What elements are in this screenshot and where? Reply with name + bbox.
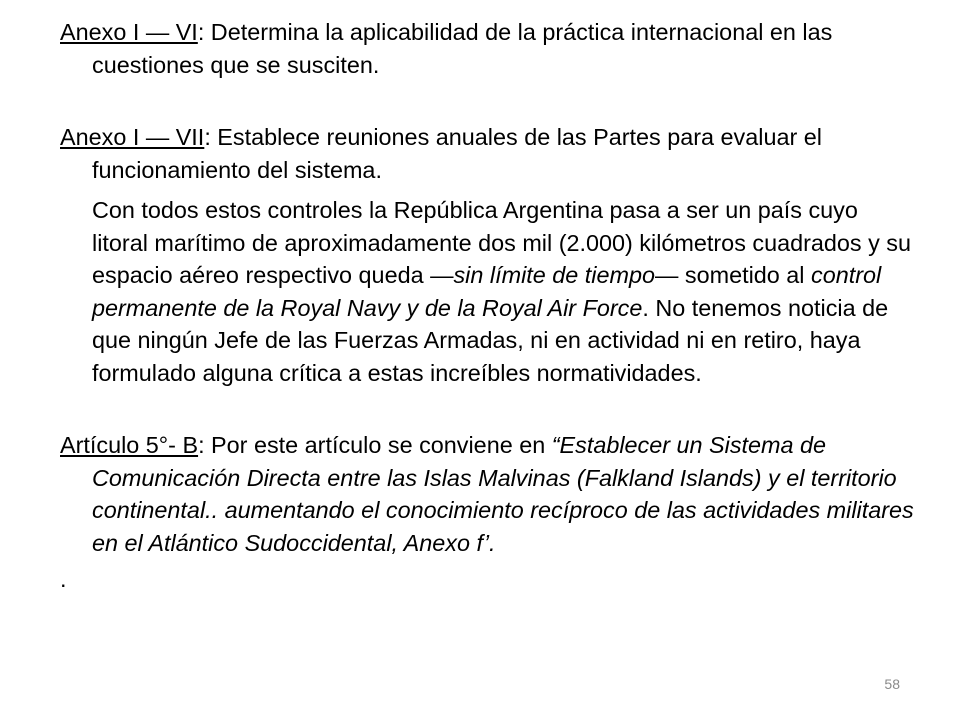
annex-vi-paragraph [60,16,920,81]
paragraph-spacer [60,186,920,194]
paragraph-spacer [60,81,920,121]
commentary-italic-2: control permanente de la Royal Navy y de la Royal Air Force [92,262,882,321]
commentary-text-1: Con todos estos controles la República Argentina pasa a ser un país cuyo litoral marítimo de aproximadamente dos mil (2.000) kilómetros cuadrados y su espacio aéreo respectivo queda — [92,197,912,288]
annex-vii-paragraph [60,121,920,186]
paragraph-spacer [60,389,920,429]
commentary-paragraph [60,194,920,389]
page-number: 58 [884,676,900,692]
annex-vi-label: Anexo I — VI [60,19,198,45]
trailing-dot: . [60,566,67,592]
annex-vii-label: Anexo I — VII [60,124,205,150]
commentary-text-2: — sometido al [655,262,812,288]
slide-content [60,16,920,595]
annex-vii-text: : Establece reuniones anuales de las Partes para evaluar el funcionamiento del sistema. [92,124,822,183]
commentary-italic-1: sin límite de tiempo [453,262,655,288]
article-5b-label: Artículo 5°- B [60,432,199,458]
article-5b-quote: “Establecer un Sistema de Comunicación Directa entre las Islas Malvinas (Falkland Islands) y el territorio continental.. aumentando el conocimiento recíproco de las actividades militares en el Atlántico Sudoccidental, Anexo f’. [92,432,914,556]
annex-vi-text: : Determina la aplicabilidad de la práctica internacional en las cuestiones que se susciten. [92,19,833,78]
article-5b-text: : Por este artículo se conviene en [198,432,552,458]
article-5b-paragraph [60,429,920,559]
commentary-text-3: . No tenemos noticia de que ningún Jefe de las Fuerzas Armadas, ni en actividad ni en retiro, haya formulado alguna crítica a estas increíbles normatividades. [92,294,889,386]
